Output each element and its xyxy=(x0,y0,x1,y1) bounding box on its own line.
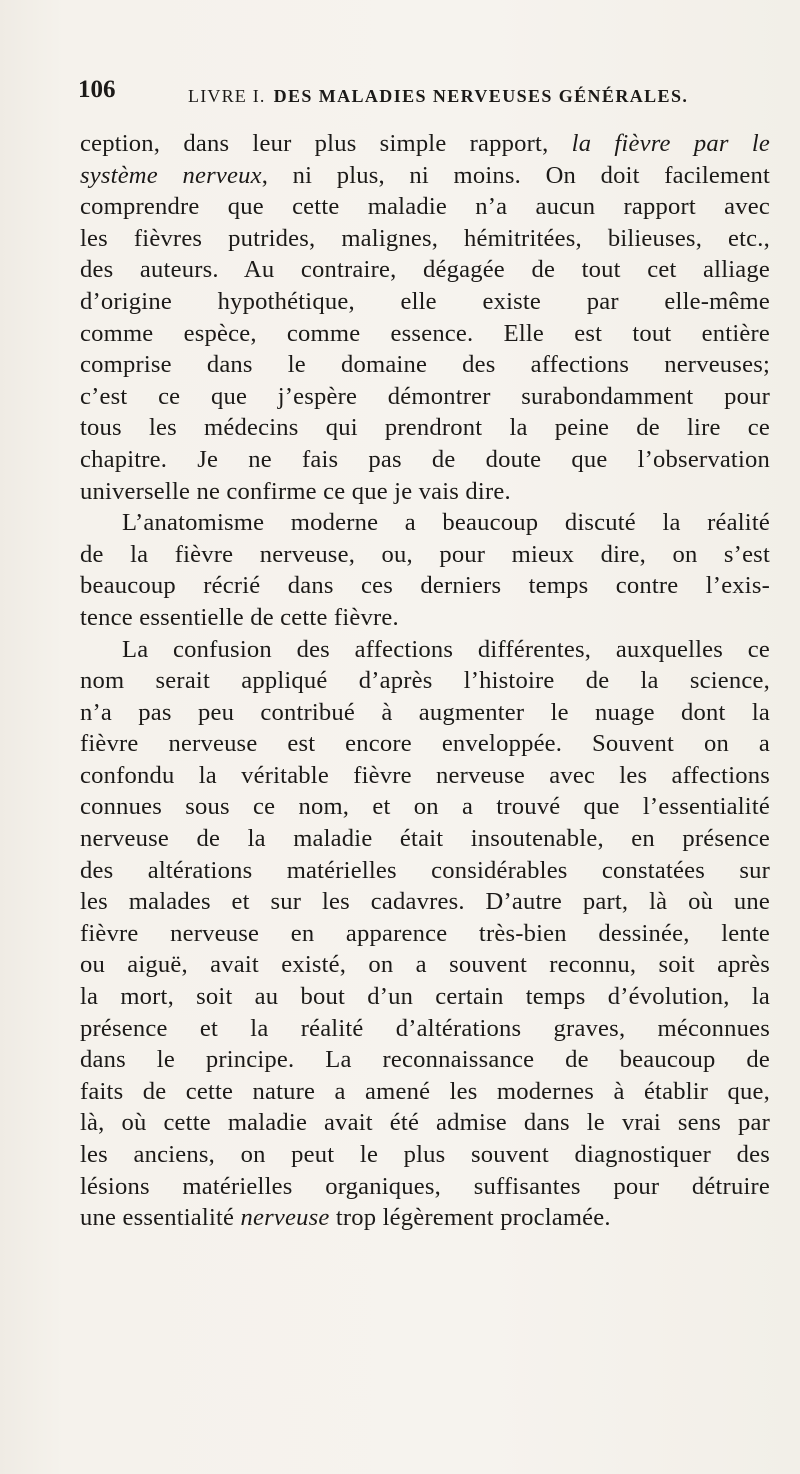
running-head-book: LIVRE I. xyxy=(188,86,266,106)
text-segment: tous les médecins qui prendront la peine de lire ce xyxy=(80,414,770,442)
text-line xyxy=(80,949,770,981)
text-segment: ou aiguë, avait existé, on a souvent reconnu, soit après xyxy=(80,951,770,979)
body-text xyxy=(80,128,770,1234)
text-segment: comme espèce, comme essence. Elle est tout entière xyxy=(80,319,770,347)
text-line xyxy=(80,918,770,950)
text-segment: présence et la réalité d’altérations graves, méconnues xyxy=(80,1014,770,1042)
text-segment: la mort, soit au bout d’un certain temps d’évolution, la xyxy=(80,983,770,1011)
text-segment: des altérations matérielles considérables constatées sur xyxy=(80,856,770,884)
text-segment: connues sous ce nom, et on a trouvé que l’essentialité xyxy=(80,793,770,821)
text-line xyxy=(80,823,770,855)
text-segment: , ni plus, ni moins. On doit facilement xyxy=(261,161,770,189)
text-segment: comprise dans le domaine des affections nerveuses; xyxy=(80,351,770,379)
text-line xyxy=(80,728,770,760)
text-line xyxy=(80,1076,770,1108)
running-head-title: DES MALADIES NERVEUSES GÉNÉRALES. xyxy=(273,86,689,106)
text-line xyxy=(80,634,770,666)
text-line xyxy=(80,286,770,318)
text-segment: L’anatomisme moderne a beaucoup discuté la réalité xyxy=(122,509,770,537)
text-segment: ception, dans leur plus simple rapport, xyxy=(80,130,572,157)
text-line xyxy=(80,539,770,571)
text-segment: fièvre nerveuse est encore enveloppée. Souvent on a xyxy=(80,730,770,758)
text-line xyxy=(80,760,770,792)
text-line xyxy=(80,886,770,918)
text-line xyxy=(80,160,770,192)
text-line xyxy=(80,476,770,508)
text-segment: n’a pas peu contribué à augmenter le nuage dont la xyxy=(80,698,770,726)
text-segment: comprendre que cette maladie n’a aucun rapport avec xyxy=(80,193,770,221)
text-segment: les fièvres putrides, malignes, hémitritées, bilieuses, etc., xyxy=(80,224,770,252)
text-line xyxy=(80,412,770,444)
text-line xyxy=(80,318,770,350)
text-segment: faits de cette nature a amené les modernes à établir que, xyxy=(80,1077,770,1105)
text-line xyxy=(80,665,770,697)
text-segment: trop légèrement proclamée. xyxy=(329,1204,611,1232)
text-line xyxy=(80,981,770,1013)
text-segment: fièvre nerveuse en apparence très-bien dessinée, lente xyxy=(80,919,770,947)
italic-text: la fièvre par le xyxy=(571,130,770,157)
text-line xyxy=(80,1044,770,1076)
text-line xyxy=(80,223,770,255)
text-segment: lésions matérielles organiques, suffisantes pour détruire xyxy=(80,1172,770,1200)
italic-text: nerveuse xyxy=(240,1204,330,1232)
text-segment: La confusion des affections différentes, auxquelles ce xyxy=(122,635,770,663)
page-number: 106 xyxy=(78,76,116,103)
text-line xyxy=(80,1139,770,1171)
text-segment: les anciens, on peut le plus souvent diagnostiquer des xyxy=(80,1141,770,1168)
text-segment: chapitre. Je ne fais pas de doute que l’observation xyxy=(80,445,770,473)
text-segment: de la fièvre nerveuse, ou, pour mieux dire, on s’est xyxy=(80,540,770,568)
text-line xyxy=(80,1013,770,1045)
text-segment: les malades et sur les cadavres. D’autre part, là où une xyxy=(80,888,770,916)
text-segment: là, où cette maladie avait été admise dans le vrai sens par xyxy=(80,1109,770,1137)
text-segment: d’origine hypothétique, elle existe par elle-même xyxy=(80,287,770,315)
text-line xyxy=(80,855,770,887)
text-segment: une essentialité xyxy=(80,1204,241,1232)
text-segment: dans le principe. La reconnaissance de beaucoup de xyxy=(80,1046,770,1074)
text-line xyxy=(80,128,770,160)
running-head xyxy=(188,86,688,107)
text-segment: tence essentielle de cette fièvre. xyxy=(80,603,399,631)
text-segment: confondu la véritable fièvre nerveuse avec les affections xyxy=(80,761,770,789)
text-line xyxy=(80,191,770,223)
page-header xyxy=(78,76,758,110)
text-line xyxy=(80,254,770,286)
text-line xyxy=(80,1202,770,1234)
text-segment: des auteurs. Au contraire, dégagée de tout cet alliage xyxy=(80,256,770,284)
text-line xyxy=(80,444,770,476)
text-segment: nom serait appliqué d’après l’histoire de la science, xyxy=(80,667,770,695)
text-segment: beaucoup récrié dans ces derniers temps contre l’exis- xyxy=(80,572,770,600)
text-line xyxy=(80,381,770,413)
text-line xyxy=(80,349,770,381)
text-line xyxy=(80,570,770,602)
text-segment: universelle ne confirme ce que je vais dire. xyxy=(80,477,511,505)
text-line xyxy=(80,697,770,729)
text-line xyxy=(80,507,770,539)
text-line xyxy=(80,1171,770,1203)
text-line xyxy=(80,791,770,823)
text-line xyxy=(80,602,770,634)
text-line xyxy=(80,1107,770,1139)
text-segment: c’est ce que j’espère démontrer surabondamment pour xyxy=(80,382,770,410)
text-segment: nerveuse de la maladie était insoutenable, en présence xyxy=(80,825,770,853)
italic-text: système nerveux xyxy=(80,161,262,189)
